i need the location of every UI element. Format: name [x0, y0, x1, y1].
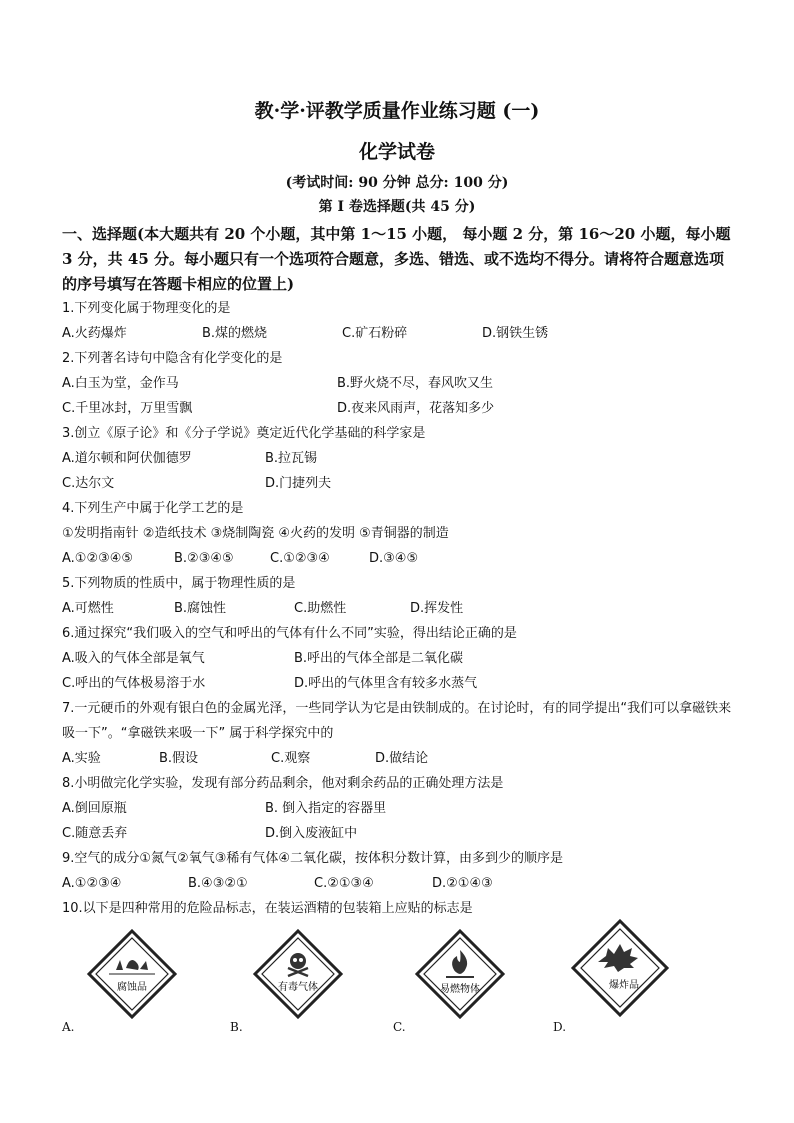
question-stem: 10.以下是四种常用的危险品标志，在装运酒精的包装箱上应贴的标志是 — [62, 901, 473, 916]
option-b: B.呼出的气体全部是二氧化碳 — [294, 651, 464, 666]
question-stem: 2.下列著名诗句中隐含有化学变化的是 — [62, 351, 283, 366]
question-stem: 6.通过探究“我们吸入的空气和呼出的气体有什么不同”实验，得出结论正确的是 — [62, 626, 517, 641]
question-stem: 4.下列生产中属于化学工艺的是 — [62, 501, 244, 516]
option-b: B.④③②① — [188, 876, 248, 891]
option-c: C.助燃性 — [294, 601, 347, 616]
option-row — [62, 471, 734, 496]
option-row — [62, 446, 734, 471]
option-d: D.挥发性 — [410, 601, 464, 616]
sign-label: 易燃物体 — [440, 984, 480, 995]
exam-info: (考试时间: 90 分钟 总分: 100 分) — [285, 175, 509, 191]
hazard-sign-c — [414, 928, 506, 1020]
option-b: B.煤的燃烧 — [202, 326, 268, 341]
option-d: D.倒入废液缸中 — [265, 826, 358, 841]
option-b: B.②③④⑤ — [174, 551, 234, 566]
option-a: A.白玉为堂，金作马 — [62, 376, 179, 391]
question-stem: 5.下列物质的性质中，属于物理性质的是 — [62, 576, 296, 591]
sign-letter-a: A. — [62, 1020, 75, 1034]
option-b: B.拉瓦锡 — [265, 451, 318, 466]
option-b: B. 倒入指定的容器里 — [265, 801, 387, 816]
sign-label: 有毒气体 — [278, 982, 318, 993]
option-d: D.②①④③ — [432, 876, 493, 891]
skull-icon — [252, 928, 344, 1020]
flame-icon — [414, 928, 506, 1020]
option-a: A.吸入的气体全部是氧气 — [62, 651, 205, 666]
option-row — [62, 596, 734, 621]
part-title: 第 I 卷选择题(共 45 分) — [318, 199, 476, 215]
sign-letter-b: B. — [230, 1020, 243, 1034]
corrosive-icon — [86, 928, 178, 1020]
option-a: A.①②③④⑤ — [62, 551, 134, 566]
option-a: A.倒回原瓶 — [62, 801, 127, 816]
hazard-sign-a — [86, 928, 178, 1020]
option-d: D.③④⑤ — [369, 551, 419, 566]
sign-letter-d: D. — [553, 1020, 567, 1034]
option-row — [62, 746, 734, 771]
explosion-icon — [570, 918, 670, 1018]
option-a: A.道尔顿和阿伏伽德罗 — [62, 451, 192, 466]
option-row — [62, 871, 734, 896]
option-b: B.野火烧不尽，春风吹又生 — [337, 376, 494, 391]
option-c: C.①②③④ — [270, 551, 330, 566]
option-row — [62, 371, 734, 396]
option-row — [62, 546, 734, 571]
option-c: C.观察 — [271, 751, 311, 766]
option-row — [62, 821, 734, 846]
question-stem: 3.创立《原子论》和《分子学说》奠定近代化学基础的科学家是 — [62, 426, 426, 441]
option-row — [62, 646, 734, 671]
section-instructions: 一、选择题(本大题共有 20 个小题，其中第 1～15 小题， 每小题 2 分，第 16～20 小题，每小题 3 分，共 45 分。每小题只有一个选项符合题意，多选、错选、或不选均不得分。请将符合题意选项的序号填写在答题卡相应的位置上) — [62, 225, 731, 293]
option-d: D.门捷列夫 — [265, 476, 332, 491]
option-row — [62, 321, 734, 346]
question-stem: 9.空气的成分①氮气②氧气③稀有气体④二氧化碳，按体积分数计算，由多到少的顺序是 — [62, 851, 564, 866]
option-row — [62, 396, 734, 421]
subject-title: 化学试卷 — [358, 141, 435, 163]
option-d: D.呼出的气体里含有较多水蒸气 — [294, 676, 478, 691]
sign-label: 腐蚀品 — [117, 982, 147, 993]
question-list — [62, 296, 734, 921]
exam-title: 教·学·评教学质量作业练习题 (一) — [254, 100, 540, 122]
question-stem: 7.一元硬币的外观有银白色的金属光泽，一些同学认为它是由铁制成的。在讨论时，有的同学提出“我们可以拿磁铁来吸一下”。“拿磁铁来吸一下” 属于科学探究中的 — [62, 701, 732, 741]
option-b: B.假设 — [159, 751, 199, 766]
option-a: A.①②③④ — [62, 876, 122, 891]
option-row — [62, 796, 734, 821]
sign-label: 爆炸品 — [609, 980, 639, 991]
option-row — [62, 671, 734, 696]
option-c: C.千里冰封，万里雪飘 — [62, 401, 193, 416]
option-b: B.腐蚀性 — [174, 601, 227, 616]
option-c: C.②①③④ — [314, 876, 374, 891]
question-items: ①发明指南针 ②造纸技术 ③烧制陶瓷 ④火药的发明 ⑤青铜器的制造 — [62, 526, 449, 541]
option-c: C.随意丢弃 — [62, 826, 128, 841]
option-a: A.可燃性 — [62, 601, 114, 616]
option-c: C.呼出的气体极易溶于水 — [62, 676, 206, 691]
hazard-sign-d — [570, 918, 670, 1018]
option-a: A.火药爆炸 — [62, 326, 127, 341]
option-c: C.矿石粉碎 — [342, 326, 408, 341]
option-a: A.实验 — [62, 751, 101, 766]
sign-letter-c: C. — [393, 1020, 406, 1034]
option-d: D.做结论 — [375, 751, 429, 766]
question-stem: 8.小明做完化学实验，发现有部分药品剩余，他对剩余药品的正确处理方法是 — [62, 776, 504, 791]
hazard-sign-row — [62, 928, 734, 1038]
option-d: D.夜来风雨声，花落知多少 — [337, 401, 495, 416]
question-stem: 1.下列变化属于物理变化的是 — [62, 301, 231, 316]
option-c: C.达尔文 — [62, 476, 115, 491]
hazard-sign-b — [252, 928, 344, 1020]
option-d: D.钢铁生锈 — [482, 326, 549, 341]
